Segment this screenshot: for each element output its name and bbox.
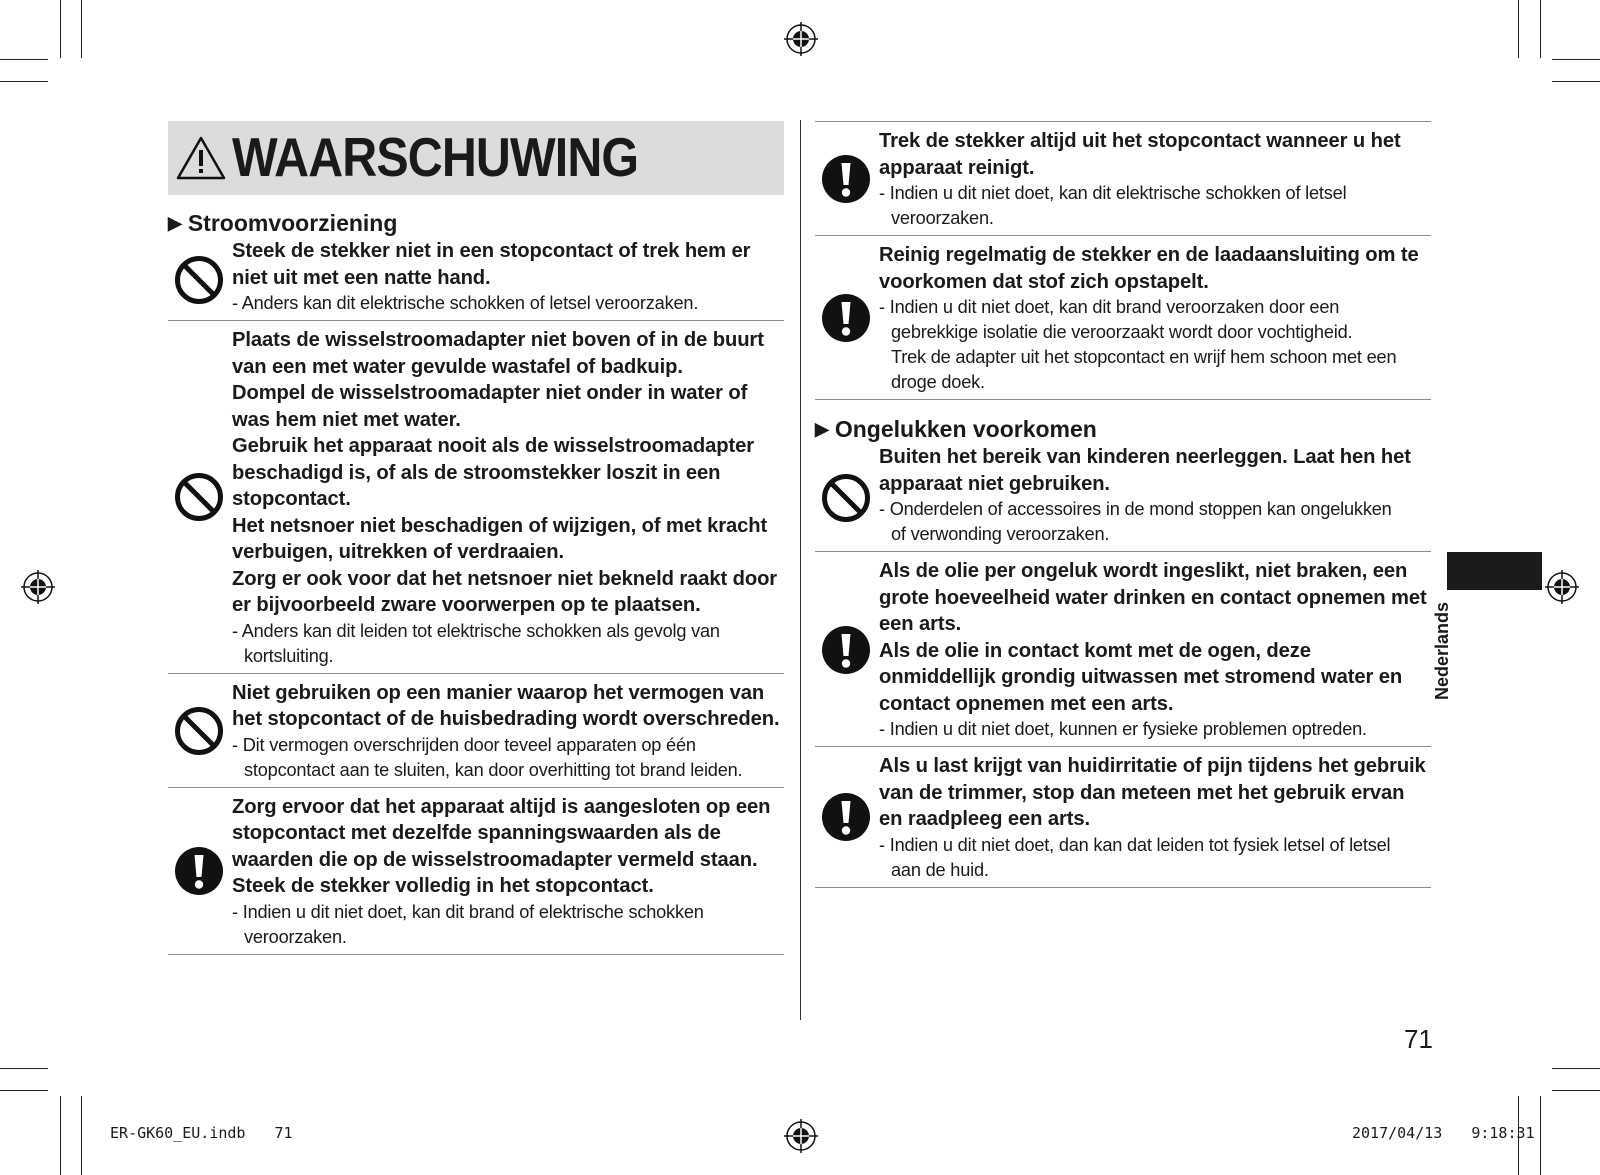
warning-item-text bbox=[232, 794, 784, 950]
left-column bbox=[168, 208, 784, 955]
warning-consequence-line: Trek de adapter uit het stopcontact en wrijf hem schoon met een bbox=[891, 347, 1397, 367]
warning-instruction-line: stopcontact. bbox=[232, 488, 351, 510]
warning-triangle-icon bbox=[176, 135, 226, 181]
warning-instruction-line: Als u last krijgt van huidirritatie of pijn tijdens het gebruik bbox=[879, 755, 1426, 777]
page-number: 71 bbox=[1404, 1024, 1433, 1054]
warning-instruction-line: stopcontact met dezelfde spanningswaarden als de bbox=[232, 822, 721, 844]
warning-instruction-line: apparaat reinigt. bbox=[879, 156, 1035, 179]
prohibition-icon bbox=[174, 472, 224, 527]
warning-item-text bbox=[879, 558, 1431, 742]
crop-mark bbox=[1552, 81, 1600, 82]
footer-date: 2017/04/13 bbox=[1352, 1124, 1443, 1142]
warning-item bbox=[815, 236, 1431, 400]
crop-mark bbox=[60, 0, 61, 58]
registration-mark-icon bbox=[784, 1119, 818, 1153]
warning-instruction-line: en raadpleeg een arts. bbox=[879, 808, 1090, 830]
language-label: Nederlands bbox=[1432, 601, 1452, 700]
warning-item bbox=[815, 122, 1431, 236]
mandatory-icon bbox=[821, 625, 871, 680]
warning-instruction-line: Als de olie per ongeluk wordt ingeslikt, niet braken, een bbox=[879, 560, 1408, 582]
warning-instruction-line: Zorg ervoor dat het apparaat altijd is aangesloten op een bbox=[232, 795, 771, 818]
crop-mark bbox=[0, 81, 48, 82]
warning-consequence-line: - Indien u dit niet doet, kan dit elektrische schokken of letsel bbox=[879, 183, 1347, 203]
warning-consequence-line: veroorzaken. bbox=[891, 208, 994, 228]
warning-instruction-line: Steek de stekker volledig in het stopcontact. bbox=[232, 875, 654, 897]
warning-instruction-line: het stopcontact of de huisbedrading wordt overschreden. bbox=[232, 708, 780, 730]
warning-consequence-line: - Onderdelen of accessoires in de mond stoppen kan ongelukken bbox=[879, 499, 1392, 519]
warning-instruction-line: niet uit met een natte hand. bbox=[232, 266, 491, 289]
warning-item-text bbox=[879, 444, 1431, 547]
section-heading-text: Stroomvoorziening bbox=[187, 209, 398, 236]
warning-item-text bbox=[879, 128, 1431, 231]
warning-instruction-line: van een met water gevulde wastafel of badkuip. bbox=[232, 355, 683, 378]
warning-item bbox=[815, 747, 1431, 888]
warning-item-text bbox=[232, 327, 784, 669]
warning-instruction-line: contact opnemen met een arts. bbox=[879, 692, 1174, 715]
crop-mark bbox=[0, 1068, 48, 1069]
mandatory-icon bbox=[174, 846, 224, 901]
mandatory-icon bbox=[821, 792, 871, 847]
warning-item-text bbox=[879, 242, 1431, 395]
prohibition-icon bbox=[821, 473, 871, 528]
prohibition-icon bbox=[174, 255, 224, 310]
warning-instruction-line: onmiddellijk grondig uitwassen met stromend water en bbox=[879, 666, 1403, 688]
section-heading-text: Ongelukken voorkomen bbox=[834, 415, 1097, 442]
warning-instruction-line: was hem niet met water. bbox=[232, 408, 461, 431]
warning-item bbox=[815, 444, 1431, 552]
mandatory-icon bbox=[821, 293, 871, 348]
footer-timestamp bbox=[1352, 1124, 1535, 1142]
triangle-bullet-icon: ▶ bbox=[815, 418, 829, 439]
warning-header bbox=[168, 121, 784, 195]
language-tab bbox=[1447, 552, 1542, 590]
right-top-blocks bbox=[815, 122, 1431, 400]
warning-item bbox=[815, 552, 1431, 747]
warning-instruction-line: apparaat niet gebruiken. bbox=[879, 472, 1110, 495]
crop-mark bbox=[1552, 59, 1600, 60]
crop-mark bbox=[1552, 1068, 1600, 1069]
warning-consequence-line: - Anders kan dit elektrische schokken of letsel veroorzaken. bbox=[232, 293, 699, 313]
warning-consequence-line: aan de huid. bbox=[891, 859, 989, 880]
warning-consequence-line: veroorzaken. bbox=[244, 926, 347, 947]
registration-mark-icon bbox=[784, 22, 818, 56]
warning-instruction-line: Trek de stekker altijd uit het stopcontact wanneer u het bbox=[879, 130, 1401, 152]
warning-item bbox=[168, 238, 784, 321]
warning-consequence-line: - Anders kan dit leiden tot elektrische schokken als gevolg van bbox=[232, 620, 720, 641]
warning-instruction-line: verbuigen, uitrekken of verdraaien. bbox=[232, 541, 564, 563]
crop-mark bbox=[1518, 0, 1519, 58]
crop-mark bbox=[60, 1096, 61, 1175]
footer-file bbox=[110, 1124, 293, 1142]
footer-file-page: 71 bbox=[274, 1124, 293, 1142]
warning-consequence-line: - Indien u dit niet doet, kan dit brand veroorzaken door een bbox=[879, 297, 1340, 317]
left-blocks bbox=[168, 238, 784, 955]
warning-consequence-line: - Indien u dit niet doet, dan kan dat leiden tot fysiek letsel of letsel bbox=[879, 834, 1391, 855]
warning-instruction-line: waarden die op de wisselstroomadapter vermeld staan. bbox=[232, 848, 758, 871]
warning-item-text bbox=[232, 238, 784, 316]
warning-instruction-line: een arts. bbox=[879, 613, 962, 635]
warning-instruction-line: Plaats de wisselstroomadapter niet boven of in de buurt bbox=[232, 329, 764, 351]
warning-item-text bbox=[879, 753, 1431, 883]
warning-item bbox=[168, 674, 784, 788]
warning-instruction-line: Reinig regelmatig de stekker en de laadaansluiting om te bbox=[879, 244, 1419, 266]
warning-consequence-line: droge doek. bbox=[891, 372, 985, 392]
warning-consequence-line: - Dit vermogen overschrijden door teveel apparaten op één bbox=[232, 734, 696, 755]
triangle-bullet-icon: ▶ bbox=[168, 212, 182, 233]
crop-mark bbox=[0, 1090, 48, 1091]
warning-consequence-line: of verwonding veroorzaken. bbox=[891, 524, 1110, 544]
warning-instruction-line: Gebruik het apparaat nooit als de wisselstroomadapter bbox=[232, 435, 754, 457]
right-blocks bbox=[815, 444, 1431, 888]
warning-consequence-line: - Indien u dit niet doet, kunnen er fysieke problemen optreden. bbox=[879, 719, 1367, 739]
right-column bbox=[815, 121, 1431, 888]
warning-consequence-line: kortsluiting. bbox=[244, 645, 334, 666]
section-heading-accident-prevention bbox=[815, 414, 1431, 444]
warning-consequence-line: stopcontact aan te sluiten, kan door overhitting tot brand leiden. bbox=[244, 759, 743, 780]
crop-mark bbox=[1552, 1090, 1600, 1091]
prohibition-icon bbox=[174, 706, 224, 761]
warning-instruction-line: grote hoeveelheid water drinken en contact opnemen met bbox=[879, 586, 1427, 609]
crop-mark bbox=[81, 0, 82, 58]
warning-instruction-line: Het netsnoer niet beschadigen of wijzigen, of met kracht bbox=[232, 514, 768, 537]
crop-mark bbox=[0, 59, 48, 60]
warning-instruction-line: Zorg er ook voor dat het netsnoer niet bekneld raakt door bbox=[232, 567, 778, 590]
warning-consequence-line: - Indien u dit niet doet, kan dit brand of elektrische schokken bbox=[232, 901, 704, 922]
crop-mark bbox=[1540, 0, 1541, 58]
warning-instruction-line: van de trimmer, stop dan meteen met het gebruik ervan bbox=[879, 781, 1405, 804]
warning-instruction-line: voorkomen dat stof zich opstapelt. bbox=[879, 270, 1209, 293]
footer-filename: ER-GK60_EU.indb bbox=[110, 1124, 246, 1142]
warning-instruction-line: Als de olie in contact komt met de ogen, deze bbox=[879, 639, 1311, 662]
warning-instruction-line: Buiten het bereik van kinderen neerleggen. Laat hen het bbox=[879, 446, 1411, 468]
warning-instruction-line: beschadigd is, of als de stroomstekker loszit in een bbox=[232, 461, 721, 484]
warning-consequence-line: gebrekkige isolatie die veroorzaakt wordt door vochtigheid. bbox=[891, 322, 1353, 342]
warning-instruction-line: Niet gebruiken op een manier waarop het vermogen van bbox=[232, 681, 765, 704]
registration-mark-icon bbox=[21, 570, 55, 604]
crop-mark bbox=[81, 1096, 82, 1175]
warning-instruction-line: er bijvoorbeeld zware voorwerpen op te plaatsen. bbox=[232, 594, 701, 616]
registration-mark-icon bbox=[1545, 570, 1579, 604]
warning-instruction-line: Dompel de wisselstroomadapter niet onder in water of bbox=[232, 382, 748, 404]
warning-item-text bbox=[232, 680, 784, 783]
crop-mark bbox=[1540, 1096, 1541, 1175]
footer-time: 9:18:31 bbox=[1471, 1124, 1535, 1142]
warning-item bbox=[168, 788, 784, 955]
section-heading-power-supply bbox=[168, 208, 784, 238]
warning-instruction-line: Steek de stekker niet in een stopcontact of trek hem er bbox=[232, 240, 751, 262]
mandatory-icon bbox=[821, 154, 871, 209]
warning-item bbox=[168, 321, 784, 674]
column-divider bbox=[800, 120, 801, 1020]
warning-title: WAARSCHUWING bbox=[232, 126, 639, 188]
